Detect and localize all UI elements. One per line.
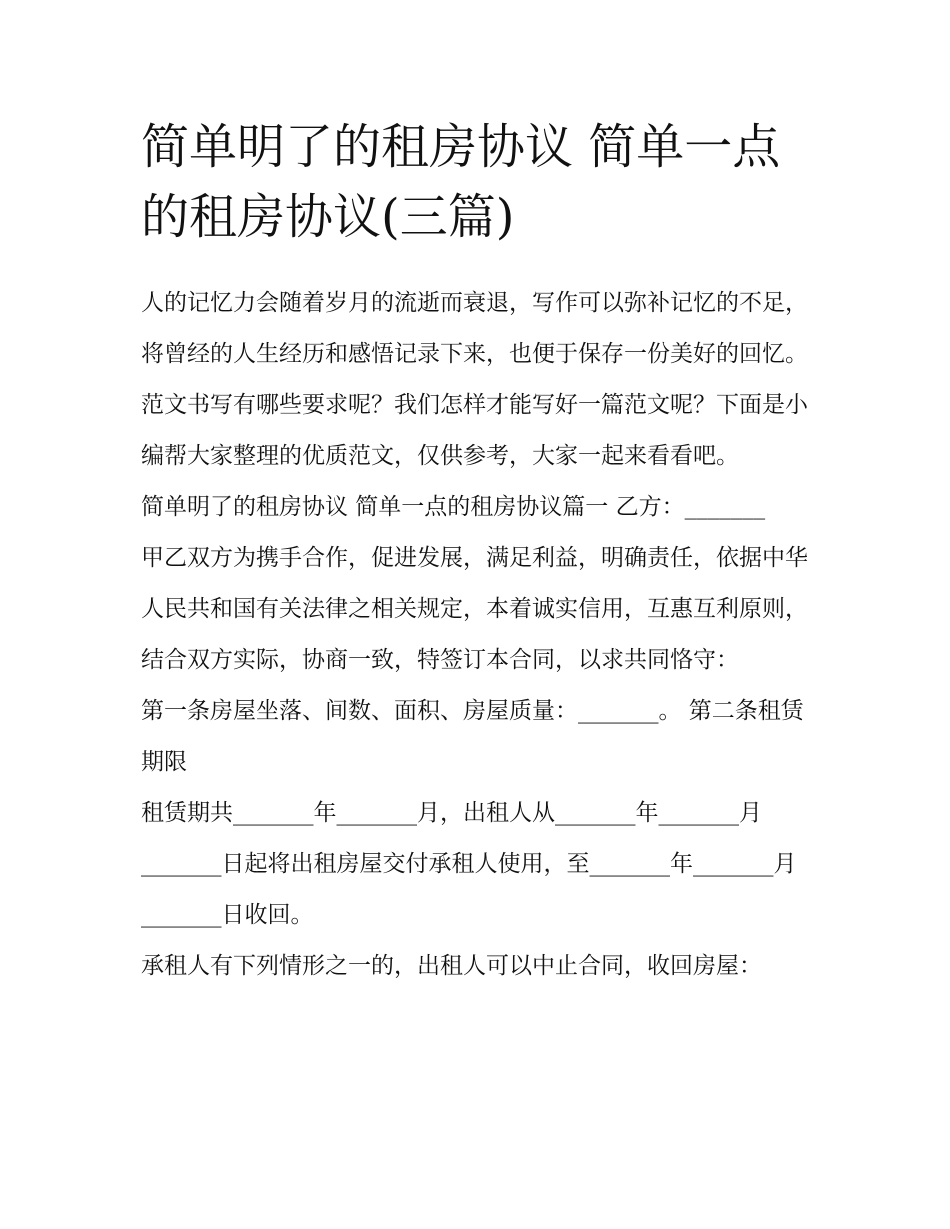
- document-body: [141, 278, 811, 992]
- document-title: 简单明了的租房协议 简单一点的租房协议(三篇): [141, 119, 781, 245]
- document-content: [141, 112, 811, 992]
- paragraph-termination: 承租人有下列情形之一的，出租人可以中止合同，收回房屋：: [141, 953, 762, 979]
- paragraph-lease-term: 租赁期共_______年_______月，出租人从_______年_______月_______日起将出租房屋交付承租人使用，至_______年_______月_______日收回。: [141, 800, 797, 928]
- paragraph-intro: 人的记忆力会随着岁月的流逝而衰退，写作可以弥补记忆的不足，将曾经的人生经历和感悟记录下来，也便于保存一份美好的回忆。范文书写有哪些要求呢？我们怎样才能写好一篇范文呢？下面是小编帮大家整理的优质范文，仅供参考，大家一起来看看吧。: [141, 290, 808, 469]
- paragraph-section-heading: 简单明了的租房协议 简单一点的租房协议篇一 乙方：_______: [141, 494, 766, 520]
- paragraph-article-one: 第一条房屋坐落、间数、面积、房屋质量：_______。 第二条租赁期限: [141, 698, 804, 775]
- paragraph-preamble: 甲乙双方为携手合作，促进发展，满足利益，明确责任，依据中华人民共和国有关法律之相关规定，本着诚实信用，互惠互利原则，结合双方实际，协商一致，特签订本合同，以求共同恪守：: [141, 545, 808, 673]
